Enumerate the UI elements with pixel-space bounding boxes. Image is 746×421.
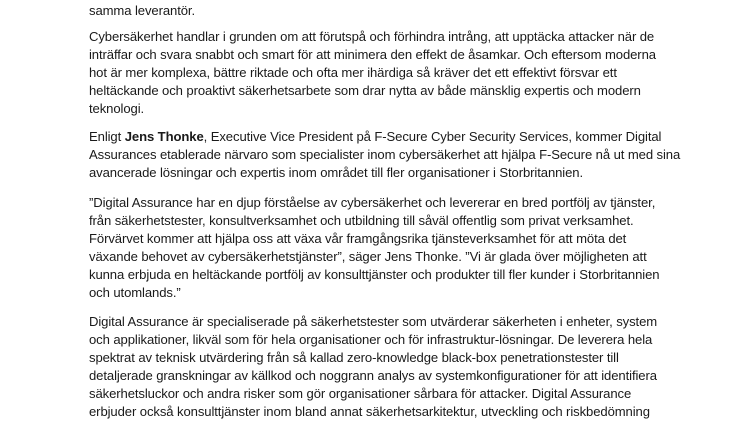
- text-line: ”Digital Assurance har en djup förståelse av cybersäkerhet och levererar en bred portfölj av tjänster,: [89, 195, 656, 210]
- text-line: Digital Assurance är specialiserade på säkerhetstester som utvärderar säkerheten i enheter, system: [89, 314, 658, 329]
- text-line: samma leverantör.: [89, 3, 196, 18]
- text-line: och applikationer, likväl som för hela organisationer och för infrastruktur-lösningar. De leverera hela: [89, 332, 653, 347]
- text-line: hot är mer komplexa, bättre riktade och ofta mer ihärdiga så kräver det ett effektivt försvar ett: [89, 65, 617, 80]
- text-line: växande behovet av cybersäkerhetstjänster”, säger Jens Thonke. ”Vi är glada över möjligheten att: [89, 249, 647, 264]
- text-line: erbjuder också konsulttjänster inom bland annat säkerhetsarkitektur, utveckling och riskbedömning: [89, 404, 650, 419]
- text-line: heltäckande och proaktivt säkerhetsarbete som drar nytta av både mänsklig expertis och modern: [89, 83, 641, 98]
- text-fragment: , Executive Vice President på F-Secure Cyber Security Services, kommer Digital: [203, 129, 662, 144]
- text-line: från säkerhetstester, konsultverksamhet och utbildning till såväl offentlig som privat verksamhet.: [89, 213, 634, 228]
- text-line: kunna erbjuda en heltäckande portfölj av konsulttjänster och produkter till fler kunder i Storbritannien: [89, 267, 660, 282]
- paragraph-digital-assurance: [89, 313, 657, 421]
- text-line: teknologi.: [89, 101, 145, 116]
- text-line: Assurances etablerade närvaro som specialister inom cybersäkerhet att hjälpa F-Secure nå ut med sina: [89, 147, 681, 162]
- person-name: Jens Thonke: [124, 129, 204, 144]
- paragraph-jens-thonke: [89, 128, 680, 182]
- text-line: inträffar och svara snabbt och smart för att minimera den effekt de åsamkar. Och eftersom moderna: [89, 47, 656, 62]
- text-line: säkerhetsluckor och andra risker som gör organisationer sårbara för attacker. Digital Assurance: [89, 386, 632, 401]
- text-line: [89, 128, 680, 146]
- text-line: avancerade lösningar och expertis inom området till fler organisationer i Storbritannien.: [89, 165, 584, 180]
- text-line: Cybersäkerhet handlar i grunden om att förutspå och förhindra intrång, att upptäcka attacker när de: [89, 29, 655, 44]
- text-line: Förvärvet kommer att hjälpa oss att växa vår framgångsrika tjänsteverksamhet för att möta det: [89, 231, 627, 246]
- text-fragment: Enligt: [89, 129, 125, 144]
- paragraph-quote: [89, 194, 659, 302]
- text-line: och utomlands.”: [89, 285, 181, 300]
- text-line: detaljerade granskningar av källkod och noggrann analys av systemkonfigurationer för att identifiera: [89, 368, 657, 383]
- paragraph-cybersecurity: [89, 28, 656, 118]
- text-line: spektrat av teknisk utvärdering från så kallad zero-knowledge black-box penetrationstester till: [89, 350, 619, 365]
- paragraph-closing-line: [89, 2, 195, 20]
